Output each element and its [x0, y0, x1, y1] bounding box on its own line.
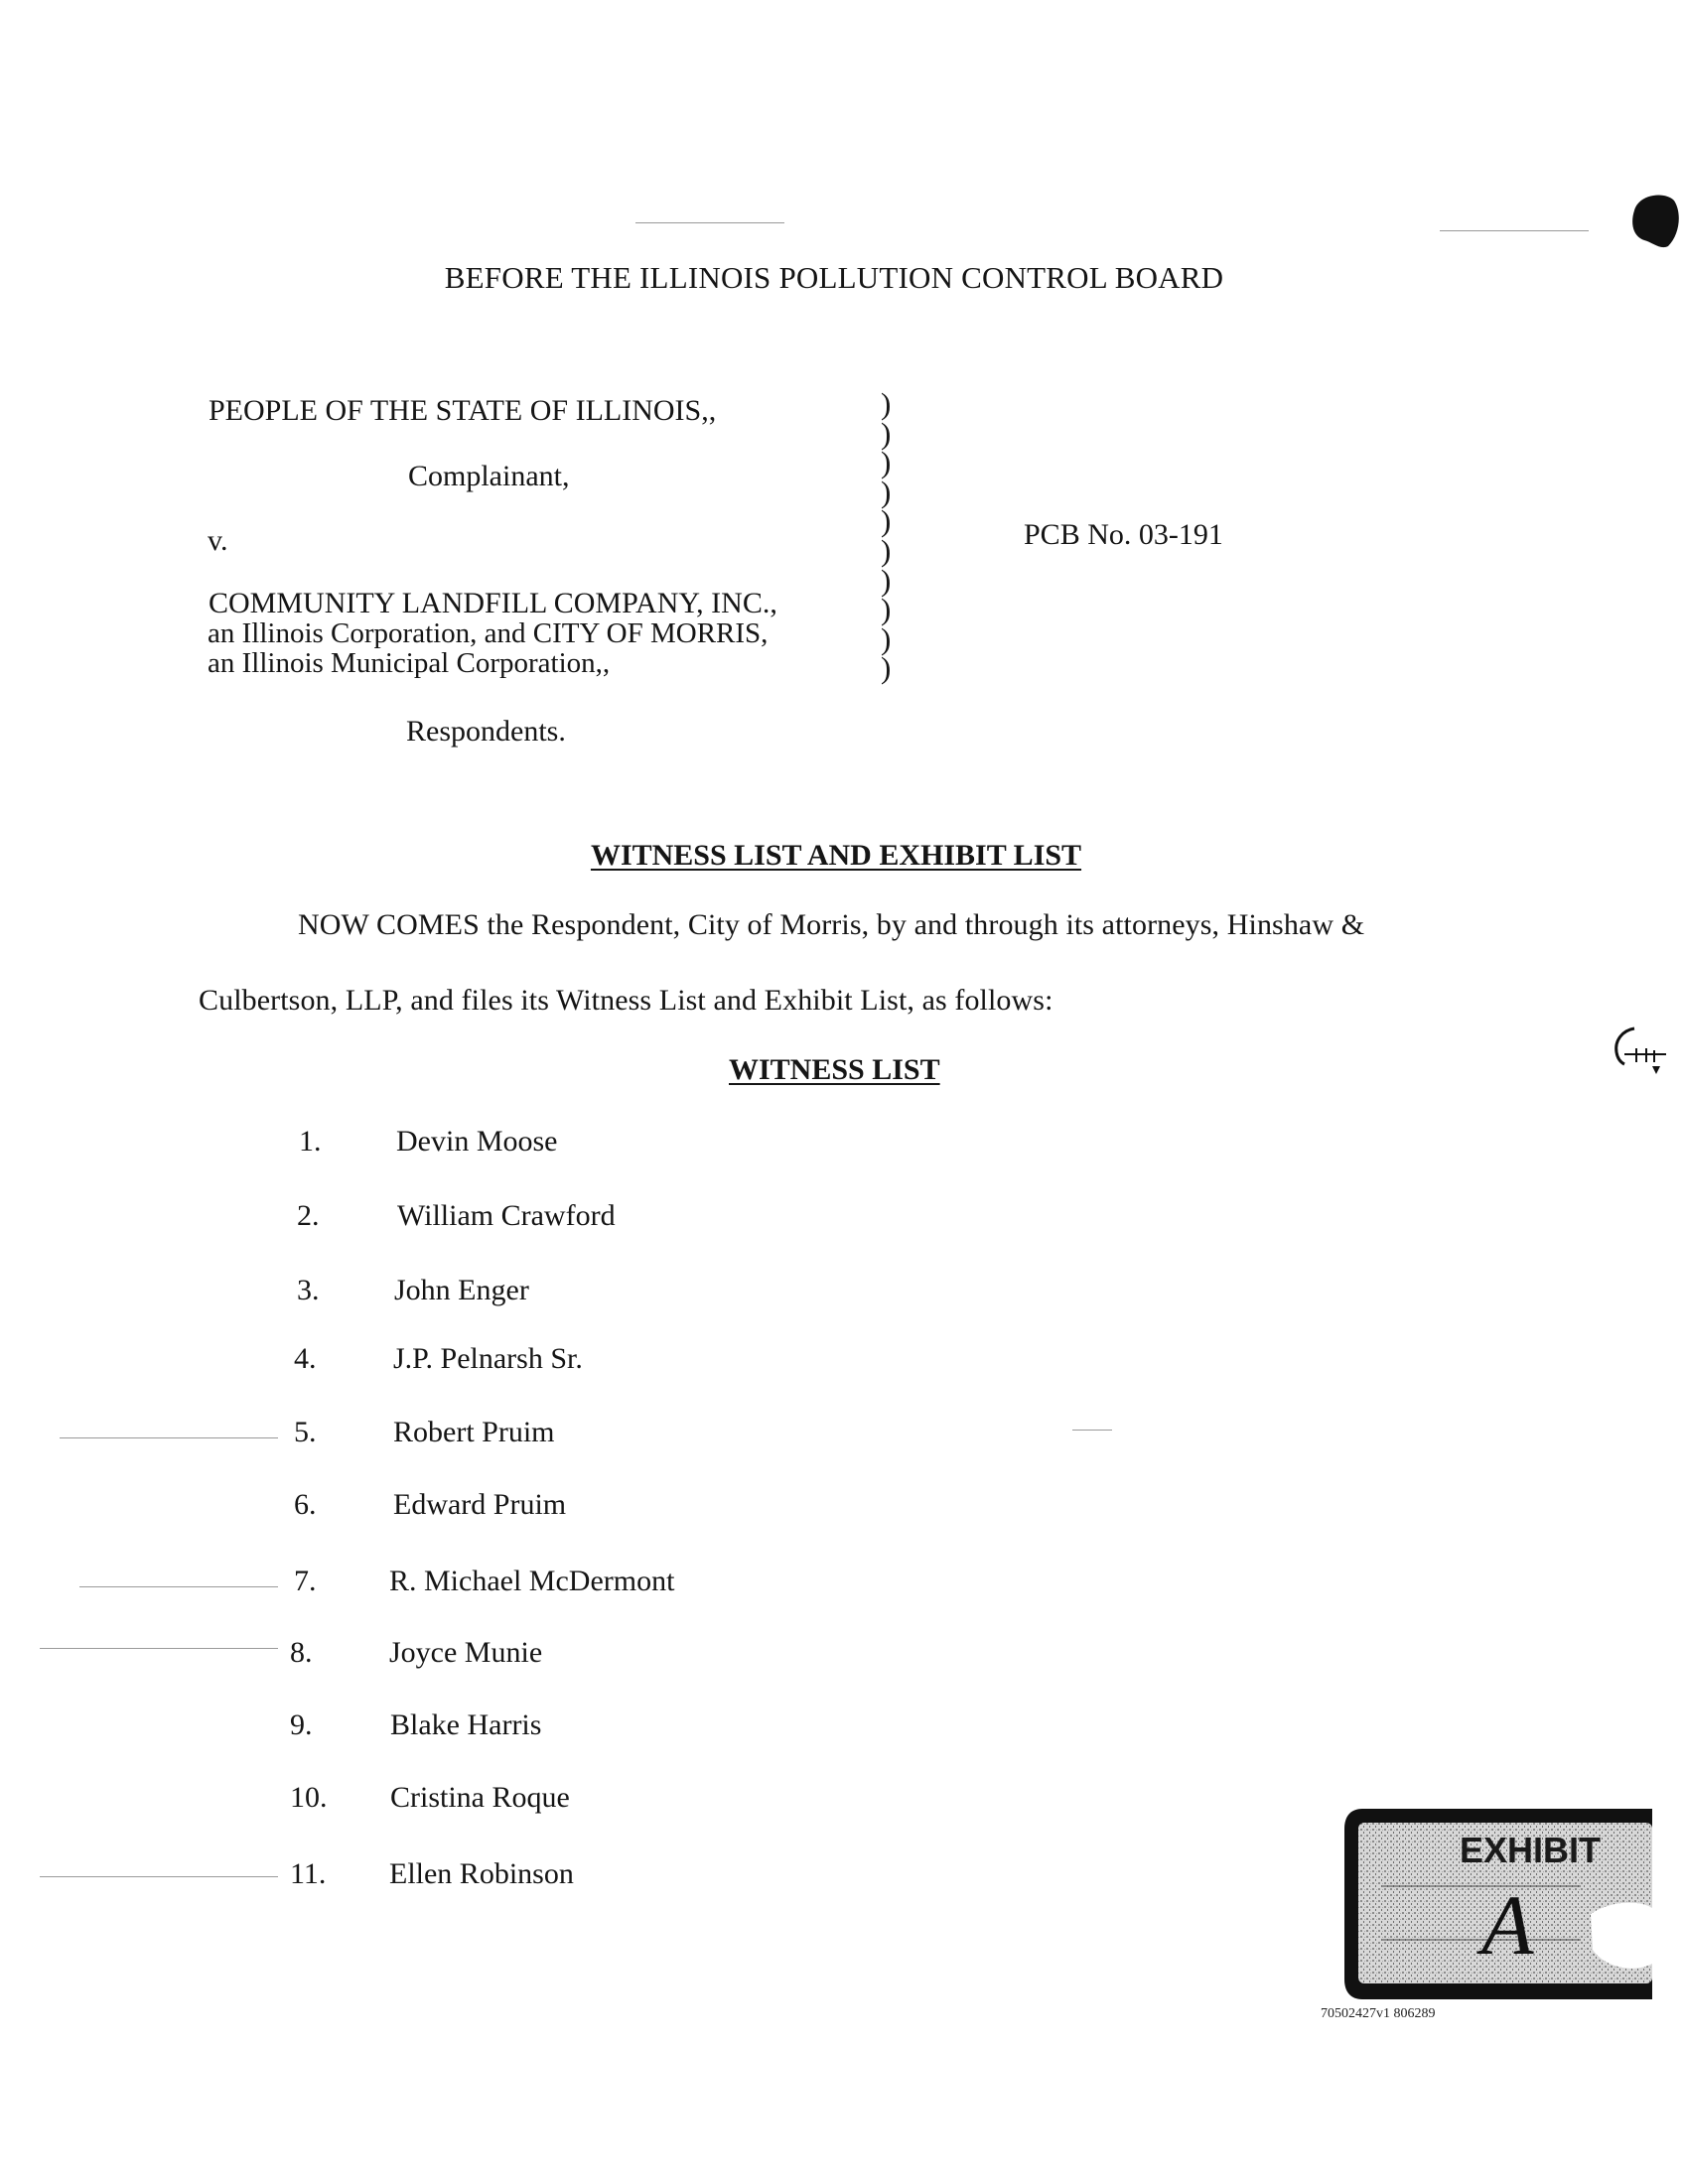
- caption-respondents: Respondents.: [406, 715, 566, 748]
- exhibit-letter: A: [1481, 1877, 1534, 1973]
- witness-name: Joyce Munie: [389, 1636, 543, 1669]
- scan-speck: [40, 1648, 278, 1649]
- witness-list-heading: WITNESS LIST: [729, 1053, 940, 1086]
- scan-speck: [1072, 1430, 1112, 1431]
- scan-speck: [635, 222, 784, 223]
- witness-number: 3.: [297, 1274, 320, 1306]
- witness-number: 5.: [294, 1416, 317, 1448]
- caption-complainant: Complainant,: [408, 460, 570, 492]
- witness-number: 1.: [299, 1125, 322, 1158]
- witness-number: 9.: [290, 1708, 313, 1741]
- board-title: BEFORE THE ILLINOIS POLLUTION CONTROL BOARD: [444, 260, 1224, 295]
- document-id: 70502427v1 806289: [1321, 2006, 1436, 2021]
- witness-name: Devin Moose: [396, 1125, 558, 1158]
- scan-speck: [60, 1437, 278, 1438]
- witness-number: 4.: [294, 1342, 317, 1375]
- witness-number: 8.: [290, 1636, 313, 1669]
- caption-respondent-line1: COMMUNITY LANDFILL COMPANY, INC.,: [209, 587, 777, 619]
- scan-speck: [40, 1876, 278, 1877]
- witness-number: 11.: [290, 1857, 327, 1890]
- witness-number: 6.: [294, 1488, 317, 1521]
- caption-people: PEOPLE OF THE STATE OF ILLINOIS,,: [209, 394, 717, 427]
- exhibit-label: EXHIBIT: [1460, 1830, 1602, 1870]
- witness-name: Blake Harris: [390, 1708, 542, 1741]
- witness-name: William Crawford: [397, 1199, 616, 1232]
- witness-name: R. Michael McDermont: [389, 1565, 675, 1597]
- witness-name: John Enger: [394, 1274, 529, 1306]
- caption-parentheses: ) ) ) ) ) ) ) ) ) ): [881, 386, 892, 686]
- scan-speck: [1440, 230, 1589, 231]
- witness-number: 10.: [290, 1781, 328, 1814]
- scan-blot: [1624, 191, 1680, 252]
- case-number: PCB No. 03-191: [1024, 518, 1223, 551]
- intro-line-2: Culbertson, LLP, and files its Witness List and Exhibit List, as follows:: [199, 984, 1053, 1017]
- caption-respondent-line2: an Illinois Corporation, and CITY OF MORRIS,: [208, 617, 769, 649]
- intro-line-1: NOW COMES the Respondent, City of Morris, by and through its attorneys, Hinshaw &: [298, 908, 1365, 941]
- witness-number: 2.: [297, 1199, 320, 1232]
- caption-respondent-line3: an Illinois Municipal Corporation,,: [208, 647, 611, 679]
- witness-name: Edward Pruim: [393, 1488, 567, 1521]
- witness-name: J.P. Pelnarsh Sr.: [393, 1342, 583, 1375]
- exhibit-stamp: [1342, 1805, 1660, 2003]
- witness-number: 7.: [294, 1565, 317, 1597]
- witness-name: Ellen Robinson: [389, 1857, 574, 1890]
- witness-name: Robert Pruim: [393, 1416, 555, 1448]
- scan-speck: [79, 1586, 278, 1587]
- margin-annotation: [1609, 1019, 1678, 1082]
- witness-name: Cristina Roque: [390, 1781, 570, 1814]
- caption-versus: v.: [208, 524, 228, 557]
- document-title: WITNESS LIST AND EXHIBIT LIST: [590, 839, 1082, 872]
